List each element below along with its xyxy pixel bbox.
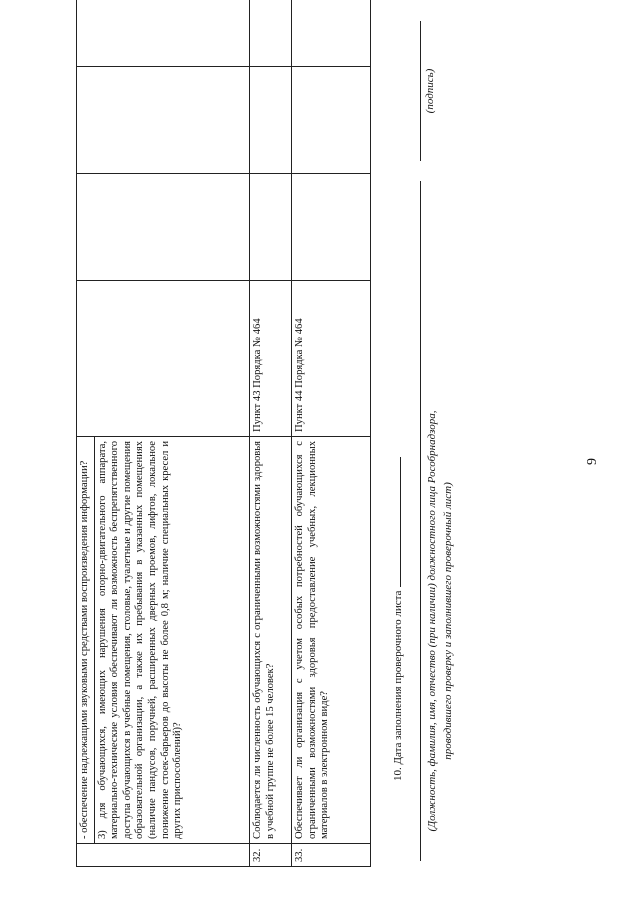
answer-cell [250, 0, 292, 67]
answer-cell [250, 67, 292, 174]
row-number: 33. [292, 844, 371, 867]
question-cell: Обеспечивает ли организация с учетом особых потребностей обучающихся с ограниченными возможностями здоровья предоставление учебных, лекционных материалов в электронном виде? [292, 437, 371, 844]
answer-cell [77, 0, 250, 67]
official-name-line [420, 181, 421, 861]
reference-cell: Пункт 44 Порядка № 464 [292, 281, 371, 437]
row-number: 32. [250, 844, 292, 867]
fill-date-label: 10. Дата заполнения проверочного листа [392, 590, 404, 781]
answer-cell [292, 174, 371, 281]
signature-caption: (подпись) [424, 68, 436, 114]
fill-date-blank [390, 457, 401, 587]
table-row [292, 0, 371, 867]
reference-cell: Пункт 43 Порядка № 464 [250, 281, 292, 437]
answer-cell [292, 67, 371, 174]
answer-cell [292, 0, 371, 67]
question-part: - обеспечение надлежащими звуковыми средствами воспроизведения информации? [79, 460, 90, 839]
question-cell: Соблюдается ли численность обучающихся с ограниченными возможностями здоровья в учебной группе не более 15 человек? [250, 437, 292, 844]
table-row [250, 0, 292, 867]
answer-cell [77, 67, 250, 174]
question-cell [77, 437, 250, 844]
official-caption: (Должность, фамилия, имя, отчество (при наличии) должностного лица Рособрнадзора, проводившего проверку и заполнившего проверочный лист) [426, 410, 454, 832]
fill-date [390, 457, 404, 781]
page-number: 9 [585, 458, 600, 465]
signature-line [420, 21, 421, 161]
table-row [77, 0, 250, 867]
answer-cell [77, 174, 250, 281]
question-part: 3) для обучающихся, имеющих нарушения опорно-двигательного аппарата, материально-технические условия обеспечивают ли возможность беспрепятственного доступа обучающихся в учебные помещения, столовые, туалетные и другие помещения образовательной организации, а также их пребывания в указанных помещениях (наличие пандусов, поручней, расширенных дверных проемов, лифтов, локальное понижение стоек-барьеров до высоты не более 0,8 м; наличие специальных кресел и других приспособлений)? [94, 437, 185, 843]
reference-cell [77, 281, 250, 437]
signature-area [420, 21, 480, 861]
row-number [77, 844, 250, 867]
answer-cell [250, 174, 292, 281]
checklist-table [76, 0, 371, 867]
